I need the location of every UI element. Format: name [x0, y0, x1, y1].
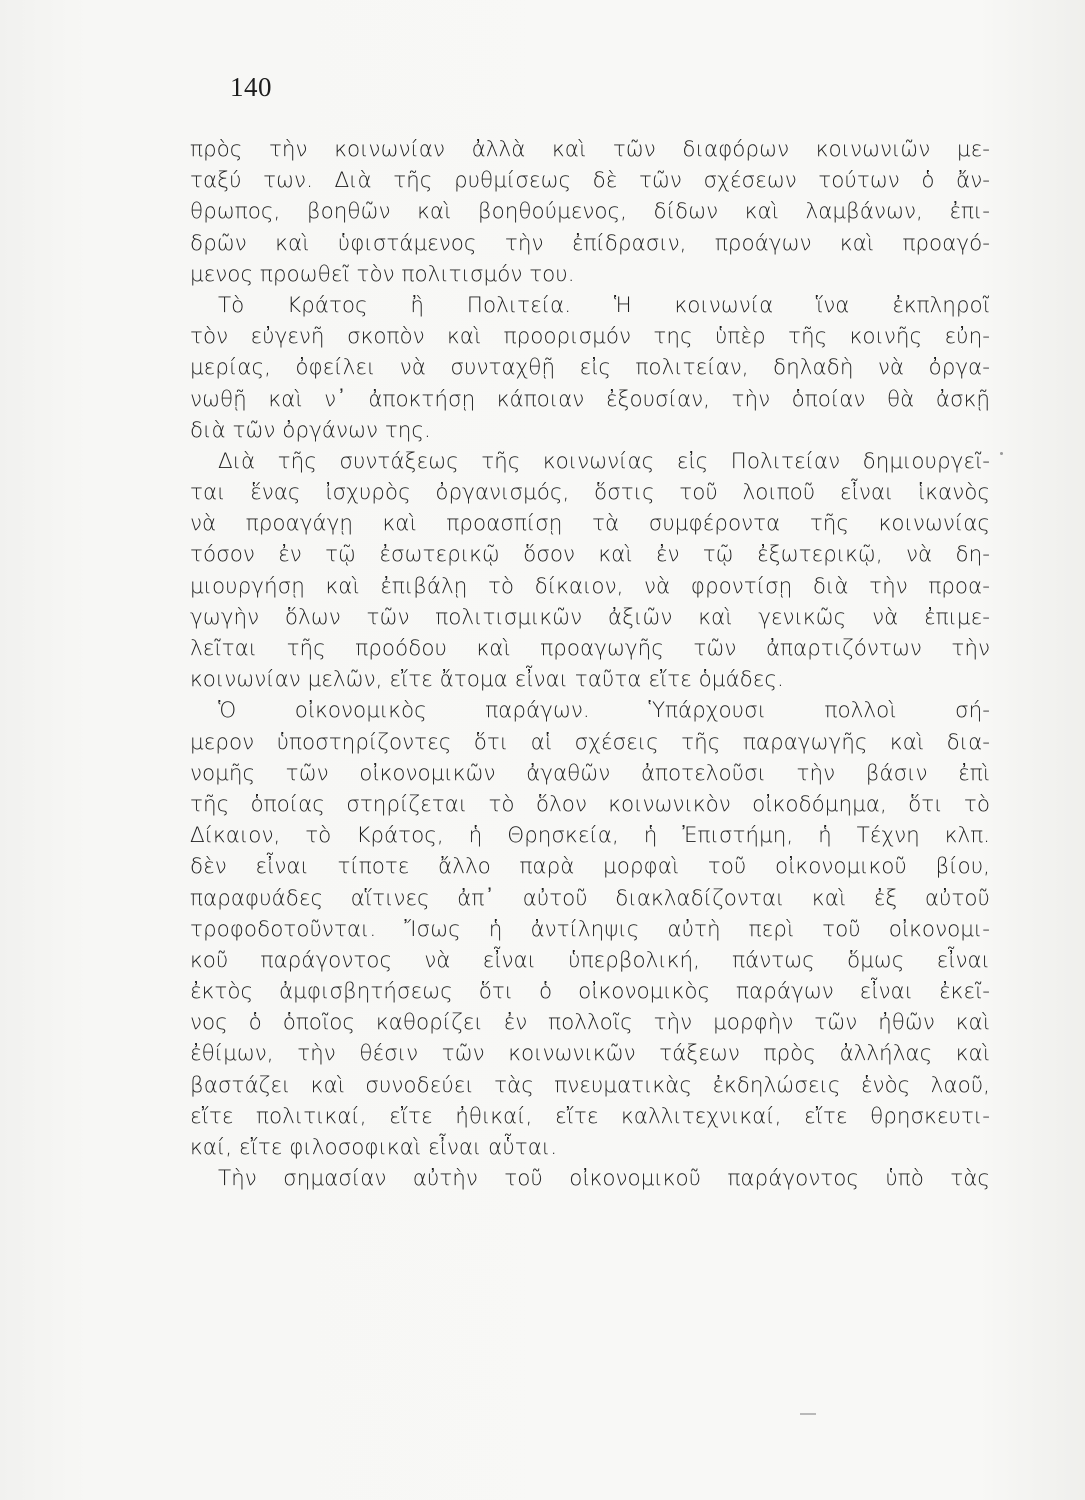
text-line: μερίας, ὀφείλει νὰ συνταχθῇ εἰς πολιτείαν, δηλαδὴ νὰ ὀργα- — [190, 355, 990, 381]
text-line: κοινωνίαν μελῶν, εἴτε ἄτομα εἶναι ταῦτα εἴτε ὁμάδες. — [190, 667, 784, 693]
text-line: θρωπος, βοηθῶν καὶ βοηθούμενος, δίδων καὶ λαμβάνων, ἐπι- — [190, 199, 990, 225]
text-line: ἐθίμων, τὴν θέσιν τῶν κοινωνικῶν τάξεων πρὸς ἀλλήλας καὶ — [190, 1041, 990, 1067]
text-line: πρὸς τὴν κοινωνίαν ἀλλὰ καὶ τῶν διαφόρων κοινωνιῶν με- — [190, 137, 990, 162]
text-line: καί, εἴτε φιλοσοφικαὶ εἶναι αὗται. — [190, 1135, 558, 1160]
section-heading-line: Ὁ οἰκονομικὸς παράγων. Ὑπάρχουσι πολλοὶ σή- — [218, 698, 990, 724]
scan-mark — [800, 1413, 816, 1415]
text-line: τὸν εὐγενῆ σκοπὸν καὶ προορισμόν της ὑπὲρ τῆς κοινῆς εὐη- — [190, 324, 990, 350]
text-line: ταξύ των. Διὰ τῆς ρυθμίσεως δὲ τῶν σχέσεων τούτων ὁ ἄν- — [190, 168, 990, 194]
section-heading-line: Τὸ Κράτος ἢ Πολιτεία. Ἡ κοινωνία ἵνα ἐκπληροῖ — [218, 292, 990, 318]
scan-speck — [1000, 452, 1003, 455]
text-line: μερον ὑποστηρίζοντες ὅτι αἱ σχέσεις τῆς παραγωγῆς καὶ δια- — [190, 729, 990, 755]
text-line: γωγὴν ὅλων τῶν πολιτισμικῶν ἀξιῶν καὶ γενικῶς νὰ ἐπιμε- — [190, 604, 990, 630]
text-line: λεῖται τῆς προόδου καὶ προαγωγῆς τῶν ἀπαρτιζόντων τὴν — [190, 636, 990, 661]
text-line: νος ὁ ὁποῖος καθορίζει ἐν πολλοῖς τὴν μορφὴν τῶν ἠθῶν καὶ — [190, 1010, 990, 1036]
text-line: κοῦ παράγοντος νὰ εἶναι ὑπερβολική, πάντως ὅμως εἶναι — [190, 947, 990, 973]
text-line: νωθῇ καὶ ν᾽ ἀποκτήσῃ κάποιαν ἐξουσίαν, τὴν ὁποίαν θὰ ἀσκῇ — [190, 386, 990, 412]
text-line: βαστάζει καὶ συνοδεύει τὰς πνευματικὰς ἐκδηλώσεις ἑνὸς λαοῦ, — [190, 1072, 990, 1098]
page-number: 140 — [230, 72, 272, 102]
text-line: μιουργήσῃ καὶ ἐπιβάλῃ τὸ δίκαιον, νὰ φροντίσῃ διὰ τὴν προα- — [190, 573, 990, 599]
text-line: Δίκαιον, τὸ Κράτος, ἡ Θρησκεία, ἡ Ἐπιστήμη, ἡ Τέχνη κλπ. — [190, 823, 990, 849]
text-line: τῆς ὁποίας στηρίζεται τὸ ὅλον κοινωνικὸν οἰκοδόμημα, ὅτι τὸ — [190, 791, 990, 817]
text-line: Διὰ τῆς συντάξεως τῆς κοινωνίας εἰς Πολιτείαν δημιουργεῖ- — [218, 448, 990, 474]
text-line: διὰ τῶν ὀργάνων της. — [190, 417, 431, 443]
text-line: τόσον ἐν τῷ ἐσωτερικῷ ὅσον καὶ ἐν τῷ ἐξωτερικῷ, νὰ δη- — [190, 542, 990, 568]
text-line: δρῶν καὶ ὑφιστάμενος τὴν ἐπίδρασιν, προάγων καὶ προαγό- — [190, 230, 990, 256]
text-line: Τὴν σημασίαν αὐτὴν τοῦ οἰκονομικοῦ παράγοντος ὑπὸ τὰς — [218, 1166, 990, 1192]
text-line: δὲν εἶναι τίποτε ἄλλο παρὰ μορφαὶ τοῦ οἰκονομικοῦ βίου, — [190, 854, 990, 880]
text-line: μενος προωθεῖ τὸν πολιτισμόν του. — [190, 261, 575, 287]
text-line: νομῆς τῶν οἰκονομικῶν ἀγαθῶν ἀποτελοῦσι τὴν βάσιν ἐπὶ — [190, 760, 990, 786]
text-line: τροφοδοτοῦνται. Ἴσως ἡ ἀντίληψις αὐτὴ περὶ τοῦ οἰκονομι- — [190, 916, 990, 942]
body-text — [190, 134, 990, 1194]
text-line: νὰ προαγάγῃ καὶ προασπίσῃ τὰ συμφέροντα τῆς κοινωνίας — [190, 511, 990, 537]
text-line: παραφυάδες αἵτινες ἀπ᾽ αὐτοῦ διακλαδίζονται καὶ ἐξ αὐτοῦ — [190, 885, 990, 911]
text-line: ἐκτὸς ἀμφισβητήσεως ὅτι ὁ οἰκονομικὸς παράγων εἶναι ἐκεῖ- — [190, 979, 990, 1005]
text-line: εἴτε πολιτικαί, εἴτε ἠθικαί, εἴτε καλλιτεχνικαί, εἴτε θρησκευτι- — [190, 1103, 990, 1129]
text-line: ται ἕνας ἰσχυρὸς ὀργανισμός, ὅστις τοῦ λοιποῦ εἶναι ἱκανὸς — [190, 480, 990, 506]
